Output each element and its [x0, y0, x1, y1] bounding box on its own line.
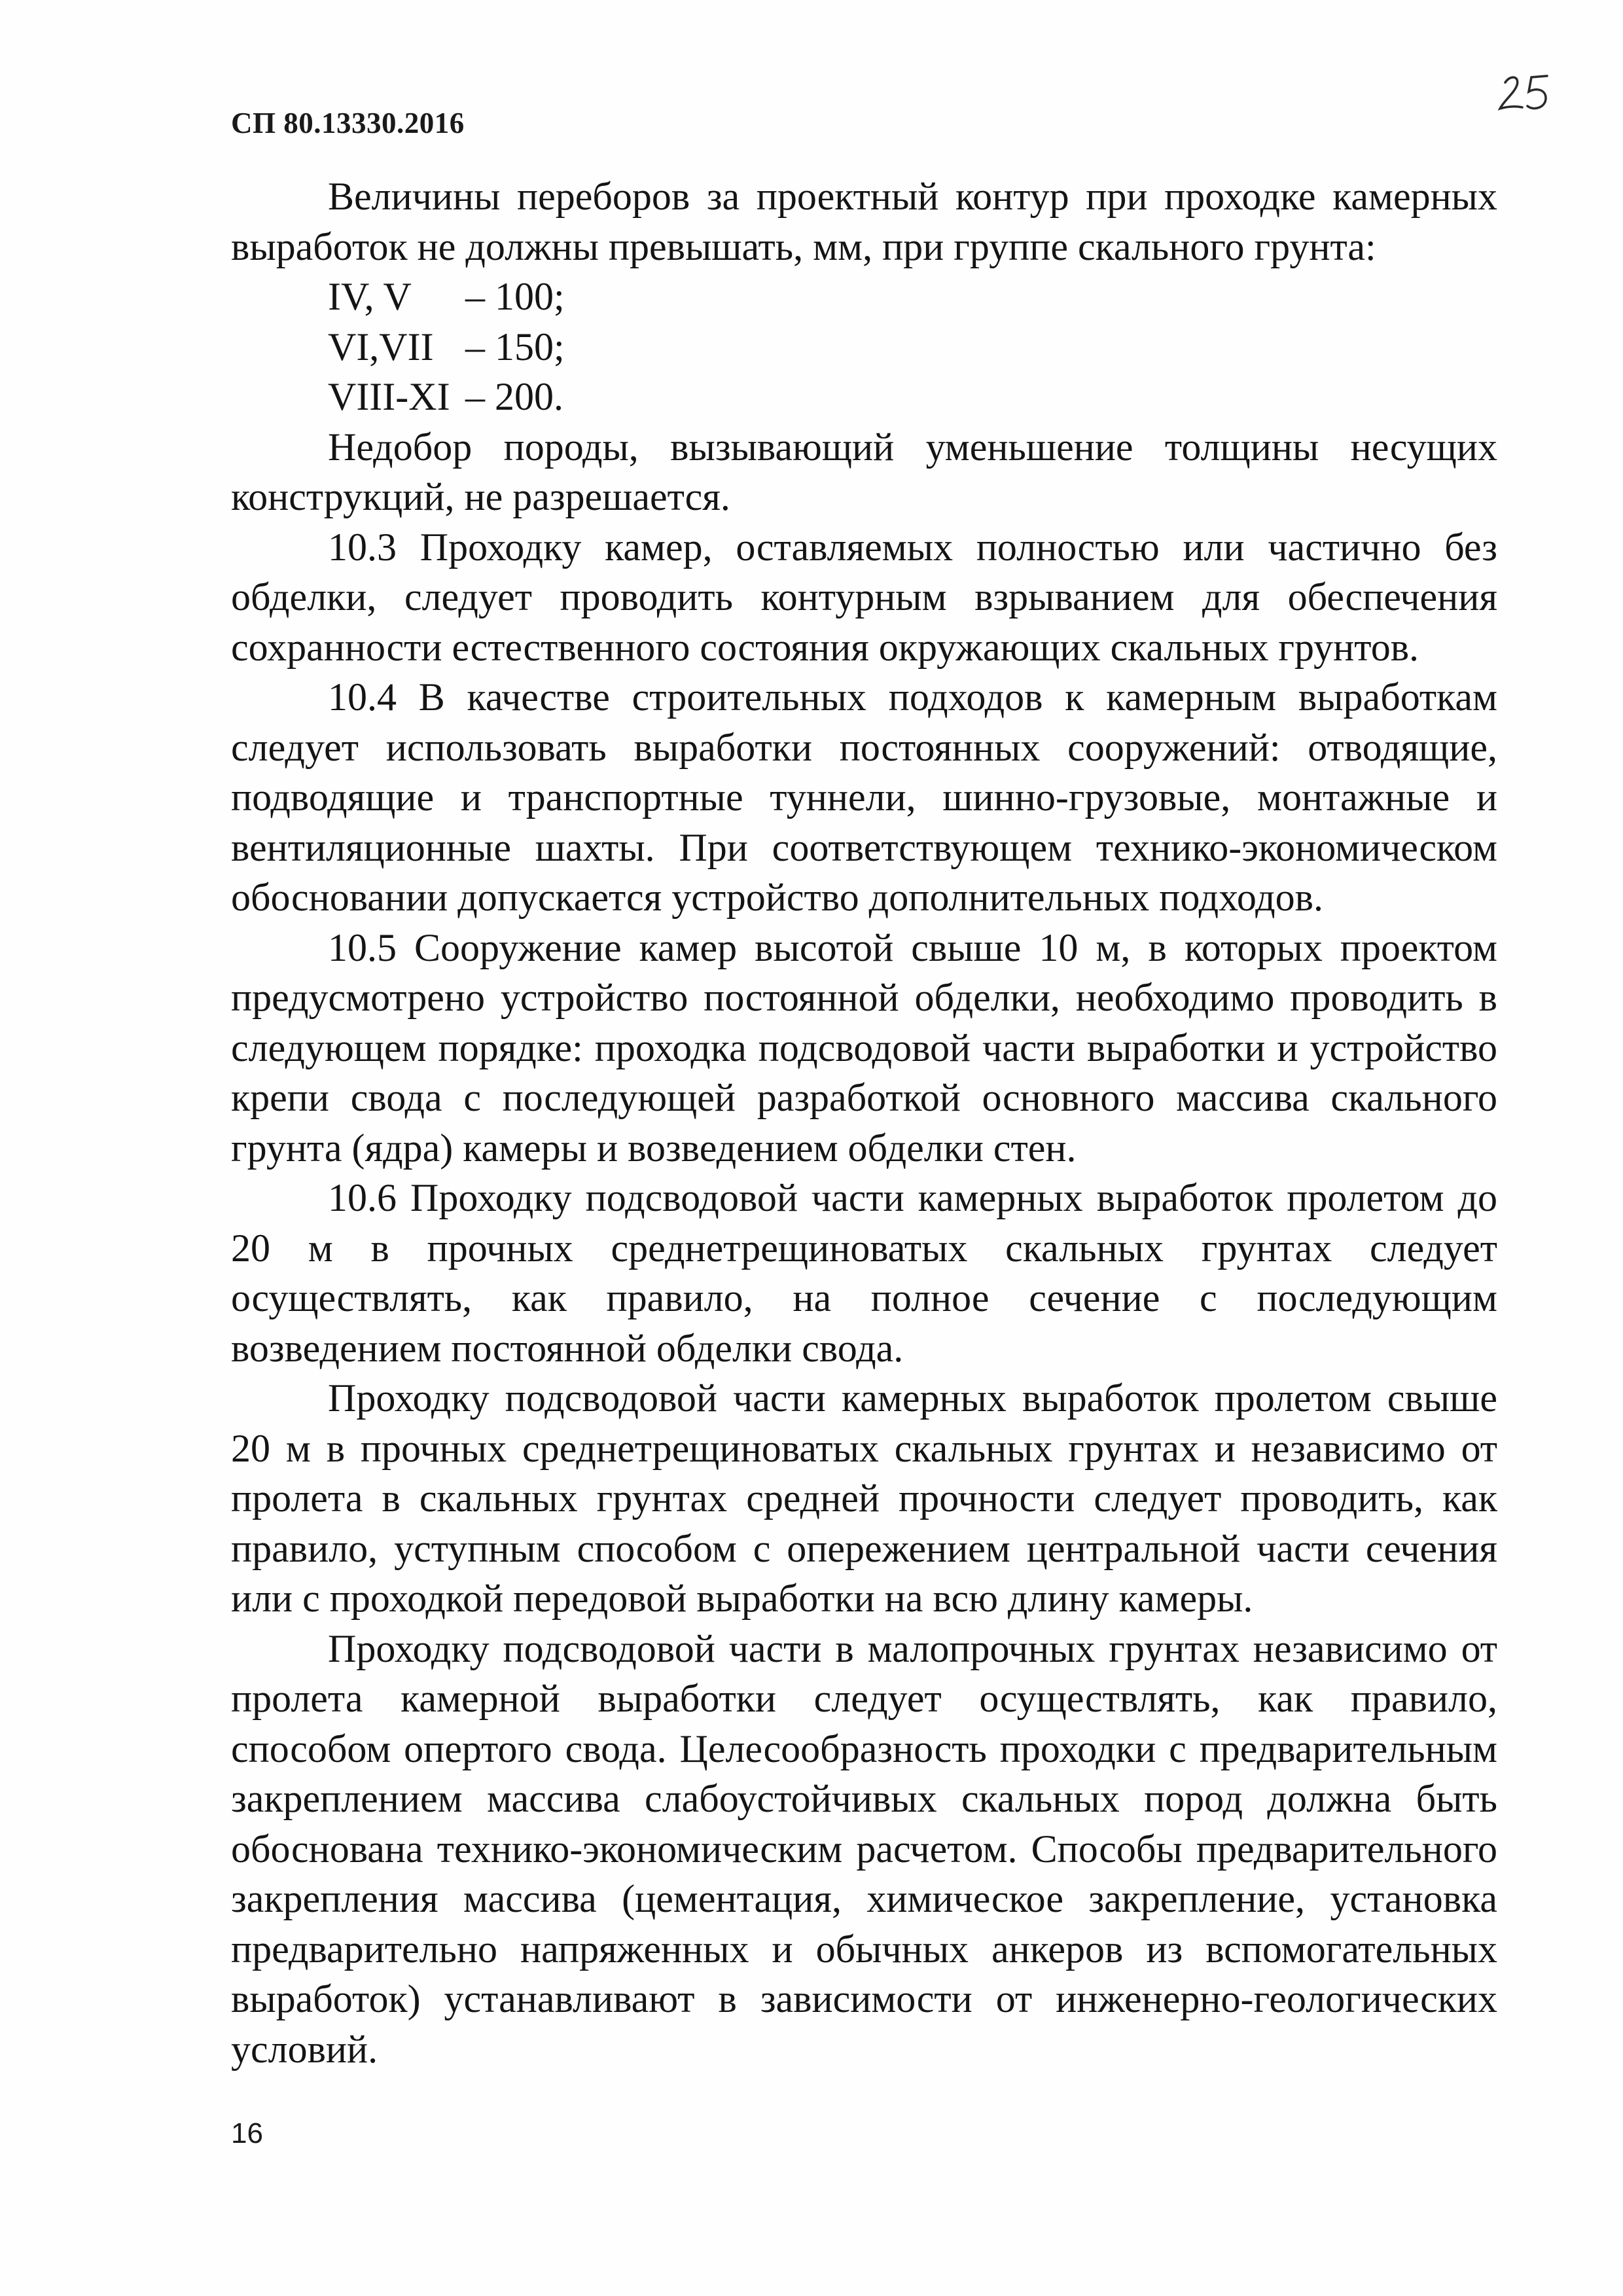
list-item [328, 372, 1497, 422]
document-code: СП 80.13330.2016 [231, 107, 465, 139]
list-item [328, 322, 1497, 372]
rock-group: IV, V [328, 275, 412, 318]
paragraph-span-over-20: Проходку подсводовой части камерных выработок пролетом свыше 20 м в прочных среднетрещиноватых скальных грунтах и независимо от пролета в скальных грунтах средней прочности следует проводить, как правило, уступным способом с опережением центральной части сечения или с проходкой передовой выработки на всю длину камеры. [231, 1376, 1497, 1620]
limits-list [231, 272, 1497, 422]
paragraph-weak-rock: Проходку подсводовой части в малопрочных грунтах независимо от пролета камерной выработки следует осуществлять, как правило, способом опертого свода. Целесообразность проходки с предварительным закреплением массива слабоустойчивых скальных пород должна быть обоснована технико-экономическим расчетом. Способы предварительного закрепления массива (цементация, химическое закрепление, установка предварительно напряженных и обычных анкеров из вспомогательных выработок) устанавливают в зависимости от инженерно-геологических условий. [231, 1626, 1497, 2071]
paragraph-10-4: 10.4 В качестве строительных подходов к камерным выработкам следует использовать выработки постоянных сооружений: отводящие, подводящие и транспортные туннели, шинно-грузовые, монтажные и вентиляционные шахты. При соответствующем технико-экономическом обосновании допускается устройство дополнительных подходов. [231, 675, 1497, 919]
paragraph-10-5: 10.5 Сооружение камер высотой свыше 10 м, в которых проектом предусмотрено устройство постоянной обделки, необходимо проводить в следующем порядке: проходка подсводовой части выработки и устройство крепи свода с последующей разработкой основного массива скального грунта (ядра) камеры и возведением обделки стен. [231, 925, 1497, 1170]
rock-group: VI,VII [328, 325, 434, 368]
limit-value: – 150; [465, 325, 565, 368]
limit-value: – 200. [465, 375, 563, 418]
page-number: 16 [231, 2117, 263, 2149]
paragraph-10-6: 10.6 Проходку подсводовой части камерных выработок пролетом до 20 м в прочных среднетрещиноватых скальных грунтах следует осуществлять, как правило, на полное сечение с последующим возведением постоянной обделки свода. [231, 1176, 1497, 1370]
handwritten-page-number [1491, 63, 1556, 122]
paragraph-nedobor: Недобор породы, вызывающий уменьшение толщины несущих конструкций, не разрешается. [231, 425, 1497, 518]
list-item [328, 272, 1497, 322]
body-text [231, 171, 1497, 2074]
paragraph-intro: Величины переборов за проектный контур при проходке камерных выработок не должны превышать, мм, при группе скального грунта: [231, 175, 1497, 268]
paragraph-10-3: 10.3 Проходку камер, оставляемых полностью или частично без обделки, следует проводить контурным взрыванием для обеспечения сохранности естественного состояния окружающих скальных грунтов. [231, 525, 1497, 669]
limit-value: – 100; [465, 275, 565, 318]
rock-group: VIII-XI [328, 375, 450, 418]
